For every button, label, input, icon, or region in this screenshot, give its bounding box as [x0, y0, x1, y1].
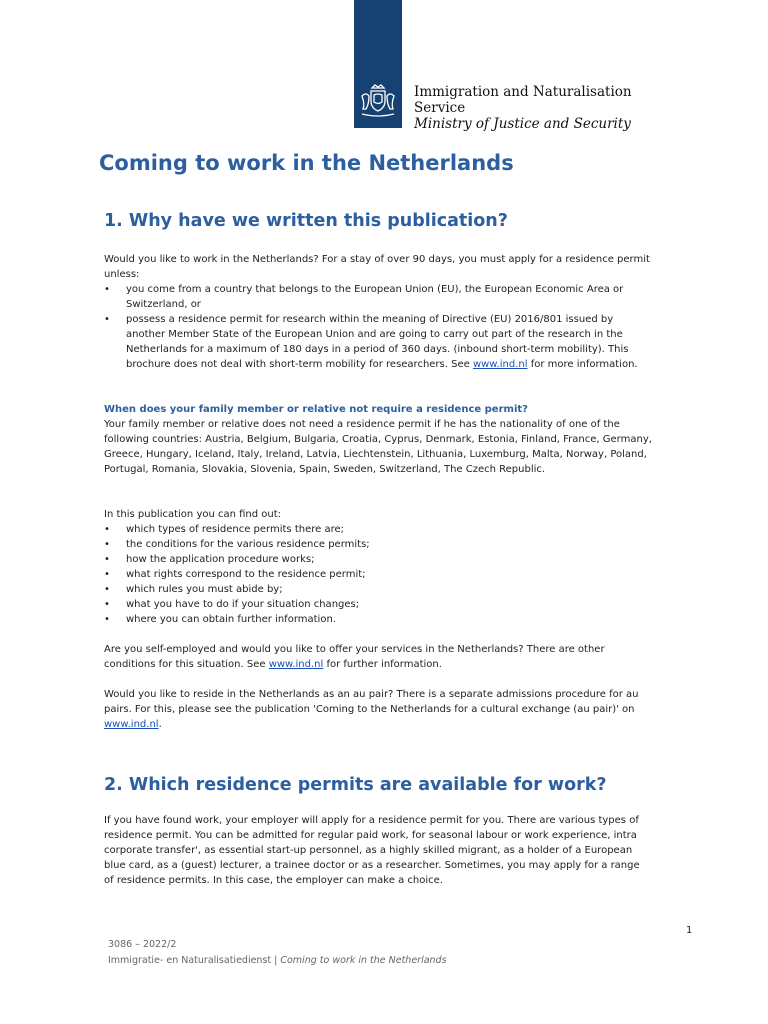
au-pair-paragraph	[104, 687, 652, 732]
intro-paragraph: Would you like to work in the Netherlands? For a stay of over 90 days, you must apply for a residence permit unless:	[104, 254, 650, 280]
bullet-text: possess a residence permit for research within the meaning of Directive (EU) 2016/801 issued by another Member State of the European Union and are going to carry out part of the research in the Netherlands for a maximum of 180 days in a period of 360 days. (inbound short-term mobility). This brochure does not deal with short-term mobility for researchers. See	[126, 314, 629, 370]
list-item: • the conditions for the various residence permits;	[104, 537, 652, 552]
self-employed-text: Are you self-employed and would you like to offer your services in the Netherlands? There are other conditions for this situation. See	[104, 644, 605, 670]
section-2-paragraph	[104, 813, 652, 888]
page-footer	[108, 937, 447, 969]
section-2-text: If you have found work, your employer will apply for a residence permit for you. There are various types of residence permit. You can be admitted for regular paid work, for seasonal labour or work experience, intra corporate transfer', as essential start-up personnel, as a highly skilled migrant, as a holder of a European blue card, as a (guest) lecturer, a trainee doctor or as a researcher. Sometimes, you may apply for a range of residence permits. In this case, the employer can make a choice.	[104, 815, 640, 886]
ind-link[interactable]: www.ind.nl	[268, 659, 324, 670]
bullet-tail: for more information.	[527, 359, 638, 370]
family-section	[104, 402, 652, 477]
list-item: • which types of residence permits there are;	[104, 522, 652, 537]
page-title: Coming to work in the Netherlands	[99, 151, 514, 175]
find-out-intro: In this publication you can find out:	[104, 509, 282, 520]
ind-link[interactable]: www.ind.nl	[104, 719, 159, 730]
list-item: • what rights correspond to the residence permit;	[104, 567, 652, 582]
org-line-2: Service	[414, 100, 466, 116]
section-1-heading: 1. Why have we written this publication?	[104, 211, 508, 231]
family-heading: When does your family member or relative not require a residence permit?	[104, 404, 528, 415]
royal-crest-icon	[358, 82, 398, 122]
exemption-list	[104, 282, 652, 372]
organisation-name	[414, 84, 632, 132]
ind-link[interactable]: www.ind.nl	[472, 359, 528, 370]
au-pair-text: Would you like to reside in the Netherlands as an au pair? There is a separate admissions procedure for au pairs. For this, please see the publication 'Coming to the Netherlands for a cultural exchange (au pair)' on	[104, 689, 639, 715]
page-number: 1	[686, 925, 693, 936]
find-out-list	[104, 522, 652, 627]
list-item: • what you have to do if your situation changes;	[104, 597, 652, 612]
list-item: • you come from a country that belongs to the European Union (EU), the European Economic Area or Switzerland, or	[104, 282, 652, 312]
footer-doc-title: Coming to work in the Netherlands	[280, 955, 447, 966]
list-item	[104, 312, 652, 372]
org-line-1: Immigration and Naturalisation	[414, 84, 632, 100]
find-out-section	[104, 507, 652, 627]
family-paragraph: Your family member or relative does not need a residence permit if he has the nationality of one of the following countries: Austria, Belgium, Bulgaria, Croatia, Cyprus, Denmark, Estonia, Finland, France, Germany, Greece, Hungary, Iceland, Italy, Ireland, Latvia, Liechtenstein, Lithuania, Luxemburg, Malta, Norway, Poland, Portugal, Romania, Slovakia, Slovenia, Spain, Sweden, Switzerland, The Czech Republic.	[104, 419, 652, 475]
ministry-name: Ministry of Justice and Security	[414, 116, 631, 132]
section-1-intro	[104, 252, 652, 372]
au-pair-tail: .	[158, 719, 162, 730]
section-2-heading: 2. Which residence permits are available for work?	[104, 775, 607, 795]
document-code: 3086 – 2022/2	[108, 939, 177, 950]
list-item: • which rules you must abide by;	[104, 582, 652, 597]
self-employed-paragraph	[104, 642, 652, 672]
list-item: • where you can obtain further information.	[104, 612, 652, 627]
self-employed-tail: for further information.	[323, 659, 442, 670]
footer-org: Immigratie- en Naturalisatiedienst |	[108, 955, 281, 966]
list-item: • how the application procedure works;	[104, 552, 652, 567]
